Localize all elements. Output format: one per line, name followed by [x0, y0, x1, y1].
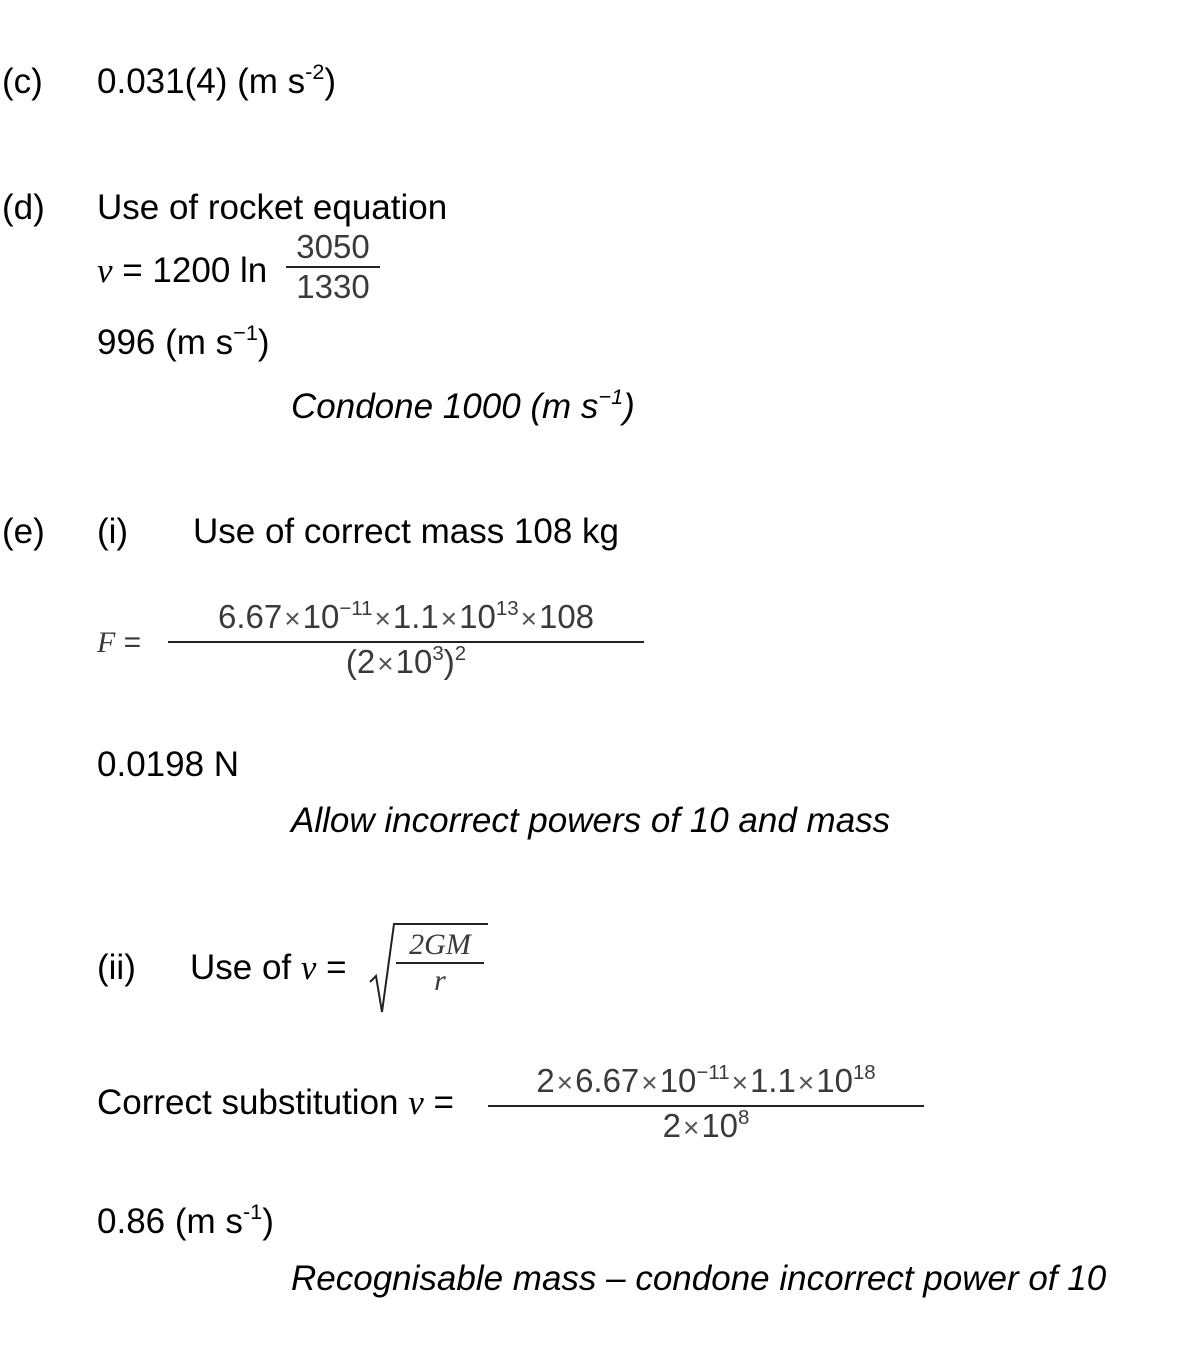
part-c-answer-value: 0.031(4) (m s	[97, 62, 306, 101]
num-term: 6.67	[217, 598, 283, 635]
num-exp: −11	[696, 1060, 730, 1084]
part-d-note-close: )	[623, 387, 635, 426]
den-term: 10	[701, 1107, 739, 1144]
times-sign: ×	[440, 603, 458, 634]
square-root	[368, 920, 490, 1016]
num-exp: 13	[495, 596, 519, 620]
num-exp: 18	[852, 1060, 876, 1084]
num-term: 10	[816, 1062, 853, 1099]
force-variable: F	[97, 626, 116, 659]
part-e-label: (e)	[2, 512, 45, 551]
velocity-variable: v	[408, 1083, 424, 1122]
part-d-fraction	[286, 228, 380, 306]
times-sign: ×	[284, 603, 301, 634]
part-d-eq-lhs-text: = 1200 ln	[112, 251, 268, 290]
velocity-variable: v	[97, 251, 113, 290]
times-sign: ×	[374, 603, 391, 634]
times-sign: ×	[556, 1067, 574, 1098]
part-d-result-exp: −1	[233, 319, 258, 345]
part-e-i-result: 0.0198 N	[97, 745, 240, 784]
part-d-result	[97, 319, 270, 367]
part-d-result-close: )	[257, 323, 270, 362]
force-denominator	[346, 643, 466, 686]
part-c-answer-close: )	[324, 62, 337, 101]
den-term: 2	[662, 1107, 681, 1144]
den-exp: 3	[432, 641, 444, 665]
equals-sign: =	[423, 1083, 454, 1122]
num-term: 1.1	[392, 598, 439, 635]
times-sign: ×	[520, 603, 537, 634]
velocity-fraction	[488, 1062, 924, 1150]
part-e-ii-label: (ii)	[97, 948, 136, 987]
part-c-answer	[97, 58, 337, 106]
velocity-numerator	[536, 1062, 875, 1105]
part-e-i-note: Allow incorrect powers of 10 and mass	[291, 801, 891, 840]
num-term: 10	[302, 598, 340, 635]
velocity-denominator	[663, 1107, 750, 1150]
sqrt-fraction	[396, 928, 484, 998]
den-term: )	[443, 643, 455, 680]
part-e-ii-line1	[190, 948, 347, 988]
num-exp: −11	[339, 596, 373, 620]
part-d-result-value: 996 (m s	[97, 323, 234, 362]
times-sign: ×	[682, 1112, 700, 1143]
times-sign: ×	[797, 1067, 815, 1098]
num-term: 108	[538, 598, 595, 635]
part-e-ii-note: Recognisable mass – condone incorrect power of 10	[291, 1259, 1107, 1298]
substitution-label	[97, 1083, 454, 1123]
part-e-ii-line1-text: Use of	[190, 948, 301, 987]
velocity-variable: v	[300, 948, 317, 987]
part-e-i-label: (i)	[97, 512, 129, 551]
sqrt-numerator: 2GM	[409, 928, 471, 961]
part-d-note	[291, 383, 635, 431]
substitution-text: Correct substitution	[97, 1083, 409, 1122]
part-c-label: (c)	[2, 62, 43, 101]
part-e-ii-result-value: 0.86 (m s	[97, 1202, 243, 1241]
den-exp: 8	[738, 1105, 750, 1129]
force-equation-lhs	[97, 626, 141, 660]
force-fraction	[168, 598, 644, 686]
num-term: 10	[659, 1062, 697, 1099]
equals-sign: =	[316, 948, 347, 987]
sqrt-denominator: r	[434, 964, 446, 997]
times-sign: ×	[731, 1067, 748, 1098]
num-term: 2	[536, 1062, 555, 1099]
part-d-note-exp: −1	[598, 383, 624, 409]
part-e-ii-result-close: )	[262, 1202, 274, 1241]
den-term: (2	[345, 643, 376, 680]
part-d-label: (d)	[2, 188, 45, 227]
part-d-equation-lhs	[97, 251, 267, 291]
part-c-answer-exp: -2	[305, 58, 325, 84]
equals-sign: =	[123, 626, 142, 659]
times-sign: ×	[377, 648, 394, 679]
num-term: 10	[459, 598, 496, 635]
den-exp: 2	[454, 641, 467, 665]
part-e-i-line1: Use of correct mass 108 kg	[193, 512, 619, 551]
num-term: 6.67	[575, 1062, 640, 1099]
den-term: 10	[395, 643, 433, 680]
force-numerator	[218, 598, 594, 641]
fraction-denominator: 1330	[296, 268, 370, 305]
num-term: 1.1	[749, 1062, 796, 1099]
part-d-note-text: Condone 1000 (m s	[291, 387, 599, 426]
part-e-ii-result	[97, 1198, 274, 1246]
times-sign: ×	[641, 1067, 658, 1098]
part-d-line1: Use of rocket equation	[97, 188, 448, 227]
fraction-numerator: 3050	[296, 228, 370, 265]
part-e-ii-result-exp: -1	[242, 1198, 263, 1224]
